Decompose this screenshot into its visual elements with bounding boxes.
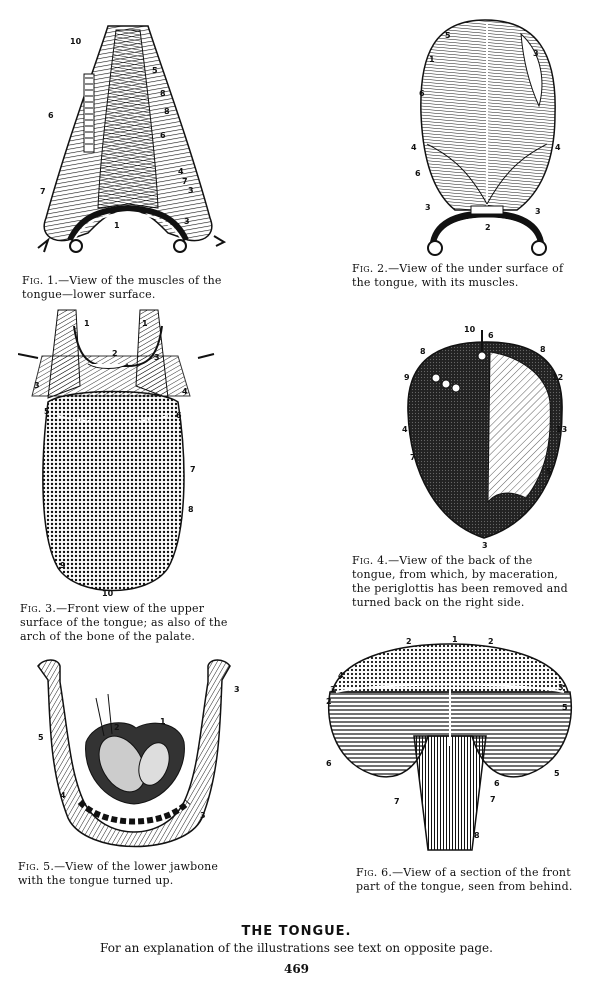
fig6-number: 4 [338,671,344,680]
fig6-number: 6 [494,779,500,788]
fig6-number: 1 [452,636,458,644]
plate-title: THE TONGUE. [241,924,352,939]
figure-4-caption [352,554,578,610]
fig1-number: 7 [182,177,188,186]
fig6-number: 2 [326,697,332,706]
figure-5-caption-text: —View of the lower jawbone with the tongue turned up. [18,860,219,887]
fig1-number: 6 [48,111,54,120]
fig6-number: 5 [554,769,560,778]
fig4-number: 13 [556,425,568,434]
fig6-number: 5 [562,703,568,712]
figure-2-label: Fig. 2. [352,262,389,275]
fig3-number: 2 [112,349,118,358]
figure-5-label: Fig. 5. [18,860,55,873]
figure-2-illustration [405,14,570,259]
fig5-number: 4 [60,791,66,800]
fig2-number: 2 [485,223,491,232]
figure-6-label: Fig. 6. [356,866,393,879]
fig1-number: 3 [188,186,194,195]
fig4-number: 5 [546,467,552,476]
figure-3-illustration [18,306,218,598]
fig1-number: 3 [184,217,190,226]
figure-2-caption-text: —View of the under surface of the tongue, with its muscles. [352,262,564,289]
fig1-number: 4 [178,167,184,176]
figure-5-caption [18,860,236,888]
fig5-number: 1 [160,717,166,726]
figure-4-illustration [396,322,576,548]
fig5-number: 2 [114,723,120,732]
fig3-number: 4 [182,387,188,396]
fig3-number: 9 [60,561,66,570]
fig4-number: 9 [404,373,410,382]
fig2-number: 5 [445,31,451,40]
figure-4-label: Fig. 4. [352,554,389,567]
fig6-number: 3 [330,685,336,694]
fig4-number: 8 [540,345,546,354]
figure-1-illustration [28,18,228,263]
fig3-number: 3 [154,353,160,362]
fig2-number: 3 [535,207,541,216]
fig3-number: 1 [84,319,90,328]
fig4-number: 3 [482,541,488,548]
fig5-number: 5 [38,733,44,742]
fig1-number: 6 [160,131,166,140]
figure-2-caption [352,262,574,290]
fig3-number: 5 [44,407,50,416]
fig3-number: 10 [102,589,114,598]
fig1-number: 1 [114,221,120,230]
fig6-number: 3 [558,683,564,692]
fig5-number: 3 [234,685,240,694]
figure-3-caption-text: —Front view of the upper surface of the tongue; as also of the arch of the bone of the palate. [20,602,228,643]
fig6-number: 6 [326,759,332,768]
fig3-number: 6 [176,411,182,420]
figure-3-label: Fig. 3. [20,602,57,615]
fig4-number: 7 [410,453,416,462]
figure-1-caption-text: —View of the muscles of the tongue—lower surface. [22,274,222,301]
fig4-number: 12 [552,373,564,382]
page-number: 469 [283,962,310,976]
figure-1-label: Fig. 1. [22,274,59,287]
fig2-number: 4 [555,143,561,152]
fig6-number: 8 [474,831,480,840]
fig6-number: 2 [406,637,412,646]
fig6-number: 2 [488,637,494,646]
fig3-number: 3 [34,381,40,390]
fig4-number: 8 [420,347,426,356]
figure-5-illustration [24,652,246,858]
figure-1-caption [22,274,236,302]
fig2-number: 6 [419,89,425,98]
fig4-number: 10 [464,325,476,334]
fig5-number: 3 [200,811,206,820]
plate-subtitle: For an explanation of the illustrations see text on opposite page. [100,941,493,955]
fig3-number: 1 [142,319,148,328]
fig1-number: 8 [160,89,166,98]
fig2-number: 3 [425,203,431,212]
fig2-number: 6 [415,169,421,178]
fig2-number: 3 [533,49,539,58]
fig1-number: 7 [40,187,46,196]
fig2-number: 4 [411,143,417,152]
fig6-number: 7 [394,797,400,806]
fig3-number: 7 [190,465,196,474]
fig1-number: 8 [164,107,170,116]
figure-3-caption [20,602,238,644]
fig4-number: 4 [402,425,408,434]
fig3-number: 8 [188,505,194,514]
figure-4-caption-text: —View of the back of the tongue, from which, by maceration, the periglottis has been removed and turned back on the right side. [352,554,568,609]
figure-6-illustration [322,636,578,864]
figure-6-caption [356,866,578,894]
fig1-number: 10 [70,37,82,46]
fig2-number: 1 [429,55,435,64]
figure-6-caption-text: —View of a section of the front part of the tongue, seen from behind. [356,866,573,893]
fig1-number: 5 [152,66,158,75]
fig6-number: 7 [490,795,496,804]
fig4-number: 6 [488,331,494,340]
